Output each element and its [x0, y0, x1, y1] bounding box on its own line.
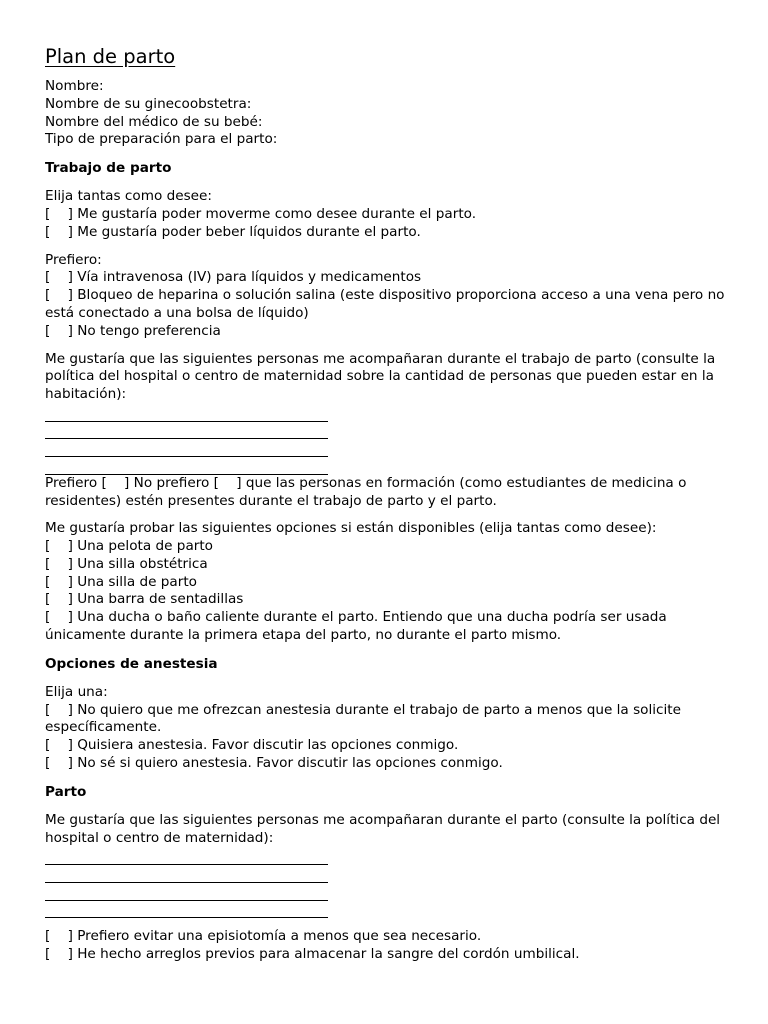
- checkbox-option[interactable]: [ ] Me gustaría poder beber líquidos durante el parto.: [45, 223, 421, 240]
- delivery-companions-blanks: [45, 847, 728, 918]
- blank-line[interactable]: [45, 422, 328, 440]
- labor-wishes-block: [45, 188, 728, 241]
- section-heading-delivery: Parto: [45, 783, 87, 800]
- labor-companions-block: [45, 351, 728, 511]
- labor-companions-text: Me gustaría que las siguientes personas me acompañaran durante el trabajo de parto (consulte la política del hospital o centro de maternidad sobre la cantidad de personas que pueden estar en la habitación):: [45, 350, 720, 403]
- blank-line[interactable]: [45, 439, 328, 457]
- iv-preference-block: [45, 252, 728, 341]
- anesthesia-block: [45, 684, 728, 773]
- field-obgyn-label: Nombre de su ginecoobstetra:: [45, 95, 252, 112]
- choose-many-label: Elija tantas como desee:: [45, 188, 212, 205]
- blank-line[interactable]: [45, 457, 328, 475]
- checkbox-option[interactable]: [ ] He hecho arreglos previos para almacenar la sangre del cordón umbilical.: [45, 946, 580, 962]
- checkbox-option[interactable]: [ ] Bloqueo de heparina o solución salina (este dispositivo proporciona acceso a una vena pero no está conectado a una bolsa de líquido): [45, 287, 729, 321]
- delivery-companions-text: Me gustaría que las siguientes personas me acompañaran durante el parto (consulte la política del hospital o centro de maternidad):: [45, 811, 725, 846]
- checkbox-option[interactable]: [ ] Una pelota de parto: [45, 538, 214, 555]
- checkbox-option[interactable]: [ ] No sé si quiero anestesia. Favor discutir las opciones conmigo.: [45, 755, 503, 772]
- blank-line[interactable]: [45, 901, 328, 919]
- prefer-label: Prefiero:: [45, 251, 102, 268]
- checkbox-option[interactable]: [ ] Me gustaría poder moverme como desee durante el parto.: [45, 205, 477, 222]
- labor-options-block: [45, 520, 728, 645]
- personal-info-block: [45, 78, 728, 149]
- blank-line[interactable]: [45, 883, 328, 901]
- choose-one-label: Elija una:: [45, 683, 108, 700]
- labor-companions-blanks: [45, 404, 728, 475]
- checkbox-option[interactable]: [ ] Quisiera anestesia. Favor discutir las opciones conmigo.: [45, 737, 459, 754]
- document-title: Plan de parto: [45, 45, 176, 68]
- checkbox-option[interactable]: [ ] Una silla de parto: [45, 573, 198, 590]
- blank-line[interactable]: [45, 404, 328, 422]
- checkbox-option[interactable]: [ ] Prefiero evitar una episiotomía a menos que sea necesario.: [45, 928, 482, 945]
- blank-line[interactable]: [45, 847, 328, 865]
- field-preparation-label: Tipo de preparación para el parto:: [45, 131, 278, 148]
- delivery-options-block: [45, 928, 728, 964]
- checkbox-option[interactable]: [ ] No quiero que me ofrezcan anestesia durante el trabajo de parto a menos que la solicite específicamente.: [45, 701, 686, 736]
- section-heading-labor: Trabajo de parto: [45, 160, 172, 177]
- trainees-preference-text[interactable]: Prefiero [ ] No prefiero [ ] que las personas en formación (como estudiantes de medicina o residentes) estén presentes durante el trabajo de parto y el parto.: [45, 474, 691, 509]
- section-heading-anesthesia: Opciones de anestesia: [45, 655, 218, 672]
- blank-line[interactable]: [45, 865, 328, 883]
- checkbox-option[interactable]: [ ] No tengo preferencia: [45, 322, 221, 339]
- delivery-companions-block: [45, 812, 728, 918]
- field-pediatrician-label: Nombre del médico de su bebé:: [45, 113, 263, 130]
- field-name-label: Nombre:: [45, 78, 104, 94]
- labor-options-intro: Me gustaría probar las siguientes opciones si están disponibles (elija tantas como desee):: [45, 520, 657, 537]
- checkbox-option[interactable]: [ ] Una silla obstétrica: [45, 555, 208, 572]
- checkbox-option[interactable]: [ ] Vía intravenosa (IV) para líquidos y medicamentos: [45, 269, 422, 286]
- checkbox-option[interactable]: [ ] Una barra de sentadillas: [45, 591, 244, 608]
- checkbox-option[interactable]: [ ] Una ducha o baño caliente durante el parto. Entiendo que una ducha podría ser usada únicamente durante la primera etapa del parto, no durante el parto mismo.: [45, 609, 672, 644]
